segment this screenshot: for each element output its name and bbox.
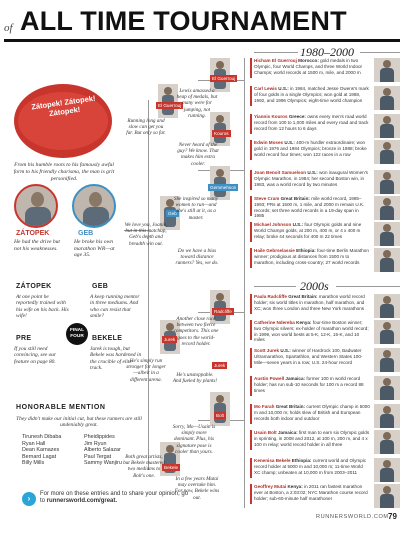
athlete-thumbnail <box>374 484 400 508</box>
era-rule-right-2 <box>336 286 400 287</box>
entry-moses: Edwin Moses U.S.: 400-m hurdler extraordinaire; won gold in 1976 and 1984 Olympics; bronze in 1988; broke world record four times; won 122 races in a row <box>254 140 367 157</box>
final-bekele-name: BEKELE <box>92 335 123 342</box>
bracket-quote: Lewis amassed a heap of medals, but many were for jumping, not running. <box>176 88 218 119</box>
tag-radcliffe: Radcliffe <box>214 309 232 314</box>
matchup-left-name: ZÁTOPEK <box>16 230 50 237</box>
intro-quote: From his humble roots to his famously awful form to his friendly charisma, the man is grit personified. <box>13 162 115 182</box>
final-bekele-text: Jurek is tough, but Bekele was hardened in the crucible of elite track. <box>90 346 142 372</box>
entry-marker <box>250 404 252 424</box>
bracket-spine-left <box>148 100 149 470</box>
bracket-quote: Do we have a bias toward distance runners? Yes, we do. <box>175 248 219 267</box>
entry-powell: Austin Powell Jamaica: former 100 m world record holder; has run sub-10 seconds for 100 m a record 88 times <box>254 376 364 393</box>
final-four-badge: FINAL FOUR <box>66 323 88 345</box>
entry-ndereba: Catherine Ndereba Kenya: four-time Boston winner; two Olympic silvers; ex-holder of marathon world record; in 1999, won world bests at 5-K, 12-K, 15-K, and 10 miles <box>254 320 369 343</box>
entry-marker <box>250 196 252 216</box>
geb-photo <box>72 184 116 228</box>
honorable-name: Paul Tergat <box>84 453 112 460</box>
entry-marker <box>250 294 252 314</box>
entry-johnson: Michael Johnson U.S.: four Olympic golds and nine World Champs golds, at 200 m, 400 m, or 4 x 400 m relay; broke 44 seconds for 400 m 22 times <box>254 222 362 239</box>
bracket-spine <box>244 58 245 508</box>
samuelson-photo <box>210 166 230 200</box>
entry-kouros: Yiannis Kouros Greece: owns every men's road world record from 100 to 1,000 miles and every road and track record from 12 hours to 6 days <box>254 114 369 131</box>
entry-jurek: Scott Jurek U.S.: winner of Hardrock 100, Badwater Ultramarathon, Spartathlon, and Western States 100-Mile—seven years in a row; U.S. 24-hour record <box>254 348 363 365</box>
tag-el-guerrouj: El Guerrouj <box>212 76 236 81</box>
title-rule <box>4 39 400 42</box>
more-info-link[interactable]: runnersworld.com/great. <box>46 498 118 505</box>
athlete-thumbnail <box>374 320 400 344</box>
entry-marker <box>250 170 252 190</box>
athlete-thumbnail <box>374 430 400 454</box>
entry-marker <box>250 140 252 160</box>
honorable-name: Tirunesh Dibaba <box>22 434 62 440</box>
era-rule-left <box>254 52 298 53</box>
more-info <box>40 491 190 506</box>
athlete-thumbnail <box>374 294 400 318</box>
cheer-text: Zátopek! Zátopek! Zátopek! <box>30 93 96 119</box>
honorable-name: Sammy Wanjiru <box>84 460 122 467</box>
final-zatopek-name: ZÁTOPEK <box>16 283 52 290</box>
matchup-right-name: GEB <box>78 230 94 237</box>
honorable-mention-col2 <box>84 434 122 467</box>
athlete-thumbnail <box>374 222 400 246</box>
el-guerrouj-photo-2 <box>158 84 178 118</box>
bracket-quote: In a few years Mutai may overtake him. For now, Bekele wins out. <box>174 476 220 501</box>
honorable-name: Ryan Hall <box>22 440 46 447</box>
honorable-name: Alberto Salazar <box>84 447 121 454</box>
era-label-2000s: 2000s <box>300 279 329 293</box>
page-number: 79 <box>388 512 397 521</box>
final-geb-text: A keep running mentor in three mediums. And who can resist that smile? <box>90 294 140 320</box>
entry-bekele: Kenenisa Bekele Ethiopia: current world and Olympic record holder at 5000 m and 10,000 m; 11-time World XC champ; unbeaten at 10,000 m from 2003–2011 <box>254 458 367 475</box>
matchup-right-text: He broke his own marathon WR—at age 35. <box>74 239 115 259</box>
athlete-thumbnail <box>374 196 400 220</box>
entry-marker <box>250 348 252 368</box>
entry-gebrselassie: Haile Gebrselassie Ethiopia: four-time Berlin Marathon winner; prodigious at distances from 1500 m to marathon, including cross-country; 27 world records <box>254 248 369 265</box>
honorable-mention-title: HONORABLE MENTION <box>16 404 106 411</box>
athlete-thumbnail <box>374 140 400 164</box>
entry-marker <box>250 222 252 242</box>
entry-el-guerrouj: Hicham El Guerrouj Morocco: gold medals in two Olympic, four World Champs, and three World Indoor Champs; world records at 1500 m, mile, and 2000 m <box>254 58 363 75</box>
honorable-name: Pheidippides <box>84 434 115 440</box>
tag-bolt: Bolt <box>216 413 224 418</box>
athlete-thumbnail <box>374 170 400 194</box>
entry-mutai: Geoffrey Mutai Kenya: in 2011 ran fastest marathon ever at Boston, a 2:03:02; NYC Marathon course record holder; sub-60-minute half marathoner <box>254 484 368 501</box>
athlete-thumbnail <box>374 86 400 110</box>
tag-el-guerrouj-2: El Guerrouj <box>158 103 182 108</box>
footer-site: RUNNERSWORLD.COM <box>316 514 389 520</box>
tag-jurek-2: Jurek <box>214 363 226 368</box>
tag-kouros: Kouros <box>214 131 229 136</box>
bracket-quote: She inspired so many women to run—and she's still at it, as a master. <box>173 196 219 221</box>
athlete-thumbnail <box>374 348 400 372</box>
entry-marker <box>250 86 252 106</box>
athlete-thumbnail <box>374 376 400 400</box>
entry-marker <box>250 430 252 450</box>
honorable-mention-intro: They didn't make our initial cut, but these runners are still undeniably great. <box>16 416 142 429</box>
final-geb-name: GEB <box>92 283 109 290</box>
entry-marker <box>250 458 252 478</box>
honorable-name: Bernard Lagat <box>22 453 57 460</box>
final-zatopek-text: At one point he reportedly trained with his wife on his back. His wife! <box>16 294 69 320</box>
entry-marker <box>250 376 252 396</box>
entry-cram: Steve Cram Great Britain: mile world record, 1985–1993; PRs at 1500 m, 1 mile, and 2000 m remain U.K. records; set three world records in a 19-day span in 1985 <box>254 196 365 219</box>
athlete-thumbnail <box>374 404 400 428</box>
tag-gemmehson: Gemmehson <box>210 185 237 190</box>
entry-marker <box>250 114 252 134</box>
tag-geb: Geb <box>168 211 177 216</box>
athlete-thumbnail <box>374 58 400 82</box>
zatopek-photo <box>14 184 58 228</box>
bracket-quote: He's simply run stronger for longer—albeit in a different arena. <box>126 358 166 383</box>
bracket-quote: He's unstoppable. And fueled by plants! <box>172 372 218 385</box>
athlete-thumbnail <box>374 248 400 272</box>
entry-marker <box>250 484 252 504</box>
entry-marker <box>250 248 252 268</box>
era-rule-right <box>360 52 400 53</box>
title-prefix: of <box>4 22 13 34</box>
bracket-quote: We love you, Joanie, but in this matchup, Geb's depth and breadth win out. <box>124 222 168 247</box>
bolt-photo <box>210 392 230 426</box>
bracket-quote: Never heard of the guy? We know. That makes him extra cooler. <box>177 142 219 167</box>
honorable-name: Jim Ryun <box>84 440 107 447</box>
entry-radcliffe: Paula Radcliffe Great Britain: marathon world record holder; six world titles in marathon, half marathon, and XC; won three London and three New York marathons <box>254 294 365 311</box>
honorable-name: Billy Mills <box>22 460 45 467</box>
bracket-quote: Both great artists, but Bekele mastered two mediums to Bolt's one. <box>123 454 165 479</box>
athlete-thumbnail <box>374 114 400 138</box>
matchup-left-text: He had the drive but not his weaknesses. <box>14 239 60 252</box>
page-title: ALL TIME TOURNAMENT <box>20 6 347 36</box>
entry-samuelson: Joan Benoit Samuelson U.S.: won inaugural Women's Olympic Marathon, in 1984; her second Boston win, in 1983, was a world record by two minutes <box>254 170 368 187</box>
entry-bolt: Usain Bolt Jamaica: first man to earn six Olympic golds in sprinting, in 2008 and 2012, at 100 m, 200 m, and 4 x 100 m relay; world record holder in all three <box>254 430 370 447</box>
tag-jurek: Jurek <box>164 337 176 342</box>
athlete-thumbnail <box>374 458 400 482</box>
tag-bekele: Bekele <box>164 465 179 470</box>
entry-marker <box>250 320 252 340</box>
arrow-icon: › <box>22 492 36 506</box>
honorable-name: Dean Karnazes <box>22 447 60 454</box>
more-info-text: For more on these entries and to share your opinion, go to <box>40 491 189 505</box>
final-pre-name: PRE <box>16 335 32 342</box>
bracket-quote: Running long and slow can get you far. But only so far. <box>126 118 166 137</box>
bracket-quote: Sorry, Mo—Usain is simply more dominant. Plus, his signature pose is cooler than yours. <box>172 424 216 455</box>
entry-farah: Mo Farah Great Britain: current Olympic champ in 5000 m and 10,000 m; holds slew of British and European records both indoor and outdoor <box>254 404 370 421</box>
era-label-1980: 1980–2000 <box>300 45 354 59</box>
honorable-mention-col1 <box>22 434 61 467</box>
entry-marker <box>250 58 252 78</box>
entry-lewis: Carl Lewis U.S.: in 1984, matched Jesse Owens's mark of four golds in a single Olympics; won gold at 1988, 1992, and 1996 Olympics; eight-time world champion <box>254 86 369 103</box>
final-pre-text: If you still need convincing, see our feature on page 80. <box>14 346 57 365</box>
era-rule-left-2 <box>254 286 296 287</box>
bracket-quote: Another close race between two fierce competitors. This one goes to the world-record holder. <box>173 316 219 347</box>
